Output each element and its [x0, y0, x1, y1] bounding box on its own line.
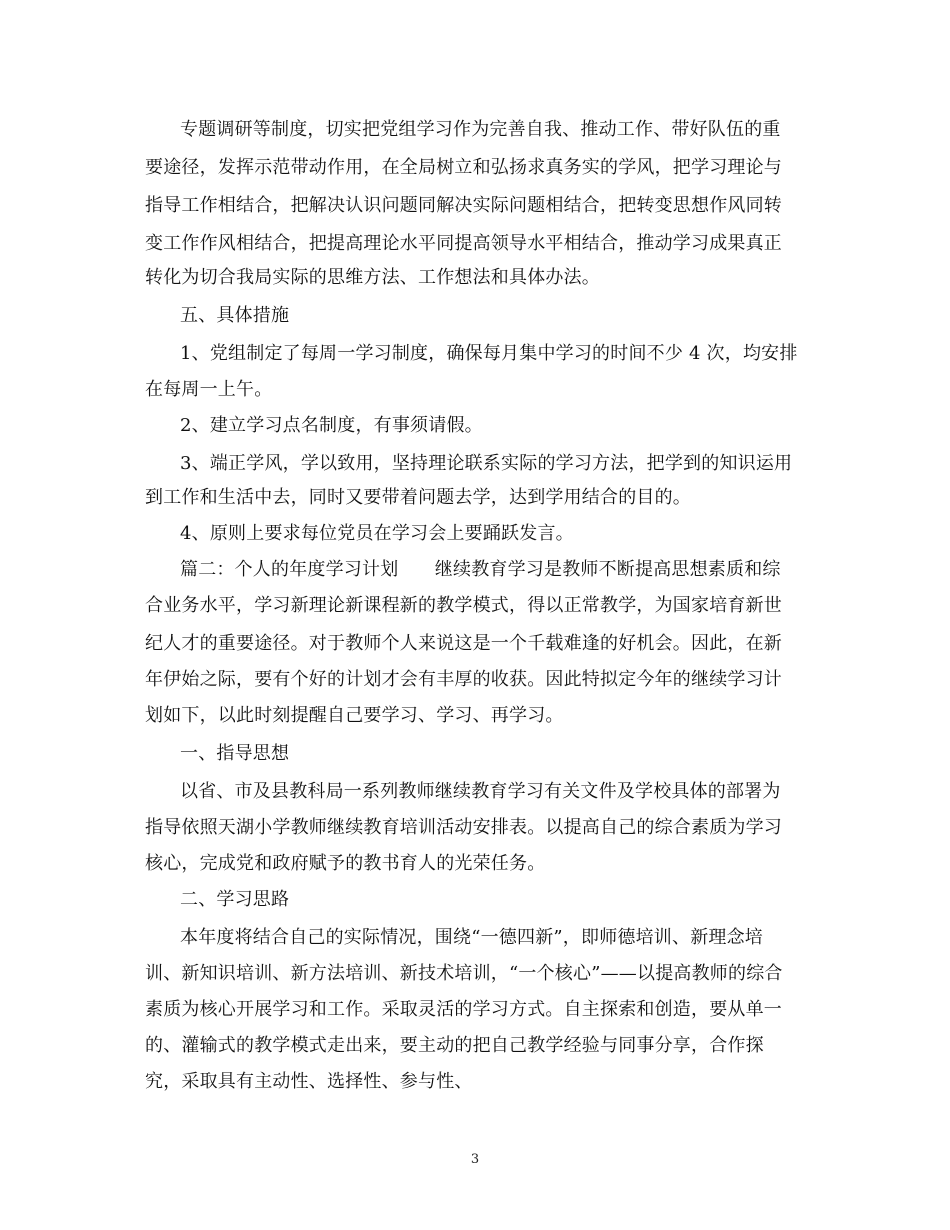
paragraph-line: 变工作作风相结合，把提高理论水平同提高领导水平相结合，推动学习成果真正: [145, 233, 782, 254]
paragraph-line: 训、新知识培训、新方法培训、新技术培训，“一个核心”——以提高教师的综合: [145, 963, 783, 984]
paragraph-line: 要途径，发挥示范带动作用，在全局树立和弘扬求真务实的学风，把学习理论与: [145, 157, 782, 178]
paragraph-line: 核心，完成党和政府赋予的教书育人的光荣任务。: [145, 853, 546, 874]
paragraph-line: 的、灌输式的教学模式走出来，要主动的把自己教学经验与同事分享，合作探: [145, 1035, 764, 1056]
paragraph-line: 到工作和生活中去，同时又要带着问题去学，达到学用结合的目的。: [145, 487, 691, 508]
section-heading: 二、学习思路: [180, 889, 290, 910]
paragraph-line: 转化为切合我局实际的思维方法、工作想法和具体办法。: [145, 267, 600, 288]
paragraph-line: 本年度将结合自己的实际情况，围绕“一德四新”，即师德培训、新理念培: [180, 927, 764, 948]
paragraph-line: 纪人才的重要途径。对于教师个人来说这是一个千载难逢的好机会。因此，在新: [145, 633, 782, 654]
paragraph-line: 专题调研等制度，切实把党组学习作为完善自我、推动工作、带好队伍的重: [180, 119, 781, 140]
section-heading: 篇二：个人的年度学习计划 继续教育学习是教师不断提高思想素质和综: [180, 559, 781, 580]
paragraph-line: 在每周一上午。: [145, 379, 273, 400]
paragraph-line: 年伊始之际，要有个好的计划才会有丰厚的收获。因此特拟定今年的继续学习计: [145, 669, 782, 690]
paragraph-line: 指导工作相结合，把解决认识问题同解决实际问题相结合，把转变思想作风同转: [145, 195, 782, 216]
page-number: 3: [470, 1152, 480, 1167]
paragraph-line: 指导依照天湖小学教师继续教育培训活动安排表。以提高自己的综合素质为学习: [145, 817, 782, 838]
list-item: 1、党组制定了每周一学习制度，确保每月集中学习的时间不少 4 次，均安排: [180, 343, 798, 364]
paragraph-line: 划如下，以此时刻提醒自己要学习、学习、再学习。: [145, 705, 564, 726]
section-heading: 五、具体措施: [180, 305, 290, 326]
list-item: 4、原则上要求每位党员在学习会上要踊跃发言。: [180, 523, 574, 544]
paragraph-line: 素质为核心开展学习和工作。采取灵活的学习方式。自主探索和创造，要从单一: [145, 999, 782, 1020]
list-item: 2、建立学习点名制度，有事须请假。: [180, 415, 483, 436]
paragraph-line: 合业务水平，学习新理论新课程新的教学模式，得以正常教学，为国家培育新世: [145, 595, 782, 616]
section-heading: 一、指导思想: [180, 743, 290, 764]
paragraph-line: 以省、市及县教科局一系列教师继续教育学习有关文件及学校具体的部署为: [180, 781, 781, 802]
list-item: 3、端正学风，学以致用，坚持理论联系实际的学习方法，把学到的知识运用: [180, 453, 793, 474]
paragraph-line: 究，采取具有主动性、选择性、参与性、: [145, 1071, 473, 1092]
